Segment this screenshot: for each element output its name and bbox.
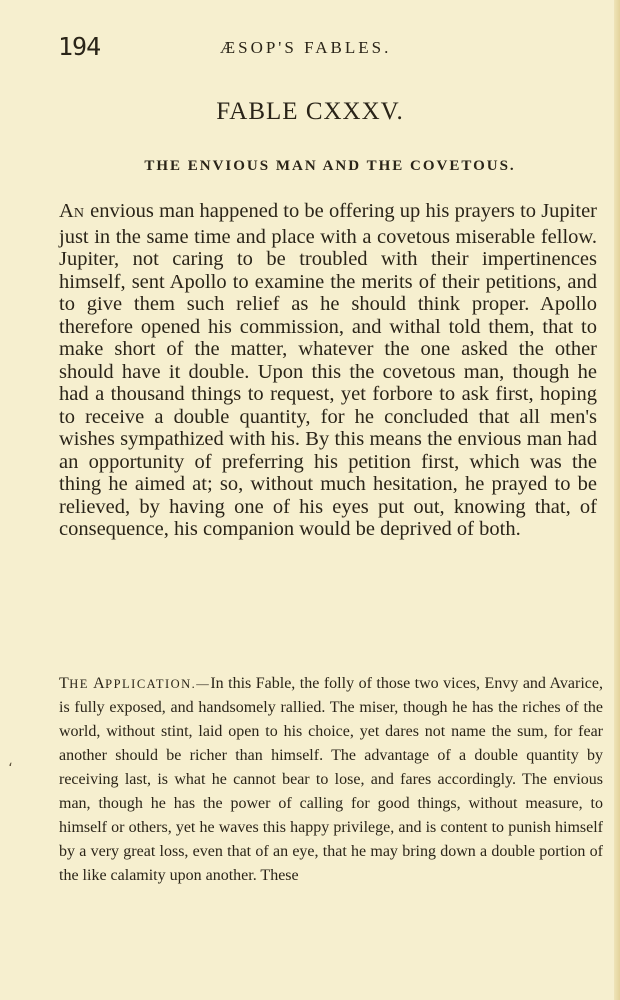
application-text: In this Fable, the folly of those two vices, Envy and Avarice, is fully exposed, and handsomely rallied. The miser, though he has the riches of the world, without stint, laid open to his choice, yet dares not name the sum, for fear another should be richer than himself. The advantage of a double quantity by receiving last, is what he cannot bear to lose, and fares accordingly. The envious man, though he has the power of calling for good things, without measure, to himself or others, yet he waves this happy privilege, and is content to punish himself by a very great loss, even that of an eye, that he may bring down a double portion of the like calamity upon another. These <box>59 675 603 884</box>
fable-title: THE ENVIOUS MAN AND THE COVETOUS. <box>144 158 516 174</box>
application-label: THE APPLICATION.— <box>59 675 211 692</box>
page-edge <box>614 0 620 1000</box>
fable-number: FABLE CXXXV. <box>216 98 404 125</box>
page-number: 194 <box>58 32 101 61</box>
page-header <box>58 28 558 68</box>
fable-body-text: envious man happened to be offering up his prayers to Jupiter just in the same time and place with a covetous miserable fellow. Jupiter, not caring to be troubled with their impertinences himself, sent Apollo to examine the merits of their petitions, and to give them such relief as he should think proper. Apollo therefore opened his commission, and withal told them, that to make short of the matter, whatever the one asked the other should have it double. Upon this the covetous man, though he had a thousand things to request, yet forbore to ask first, hoping to receive a double quantity, for he concluded that all men's wishes sympathized with his. By this means the envious man had an opportunity of preferring his petition first, which was the thing he aimed at; so, without much hesitation, he prayed to be relieved, by having one of his eyes put out, knowing that, of consequence, his companion would be deprived of both. <box>59 200 597 540</box>
running-head: ÆSOP'S FABLES. <box>220 38 392 57</box>
fable-body <box>59 200 597 541</box>
drop-initial: AN <box>59 200 85 222</box>
margin-mark: ، <box>8 755 13 770</box>
application-paragraph <box>59 656 603 904</box>
